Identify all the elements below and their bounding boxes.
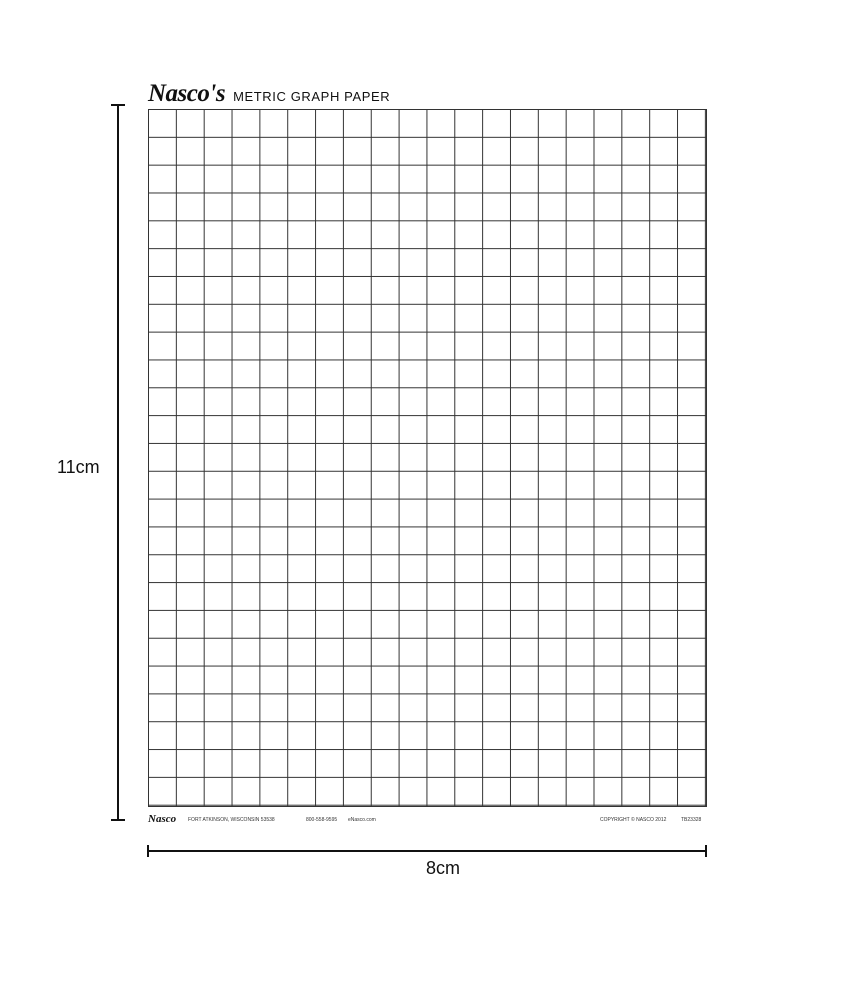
- width-label: 8cm: [426, 858, 461, 878]
- height-dimension-cap-top: [111, 104, 125, 106]
- height-label: 11cm: [57, 457, 100, 477]
- width-dimension-cap-right: [705, 845, 707, 857]
- paper-header: [148, 80, 390, 108]
- footer-address: FORT ATKINSON, WISCONSIN 53538: [188, 817, 275, 823]
- height-dimension-line: [117, 105, 119, 821]
- brand-logo: Nasco's: [148, 80, 226, 107]
- footer-phone: 800-558-9595: [306, 817, 338, 823]
- footer-brand-logo: Nasco: [148, 813, 177, 825]
- footer-website: eNasco.com: [348, 817, 376, 823]
- height-dimension-cap-bottom: [111, 819, 125, 821]
- graph-grid: [148, 109, 707, 807]
- paper-title: METRIC GRAPH PAPER: [233, 89, 391, 104]
- footer-copyright: COPYRIGHT © NASCO 2012: [600, 817, 667, 823]
- footer-product-code: TB23328: [681, 817, 702, 823]
- paper-footer: [148, 813, 707, 827]
- width-dimension-cap-left: [147, 845, 149, 857]
- width-dimension-line: [148, 850, 707, 852]
